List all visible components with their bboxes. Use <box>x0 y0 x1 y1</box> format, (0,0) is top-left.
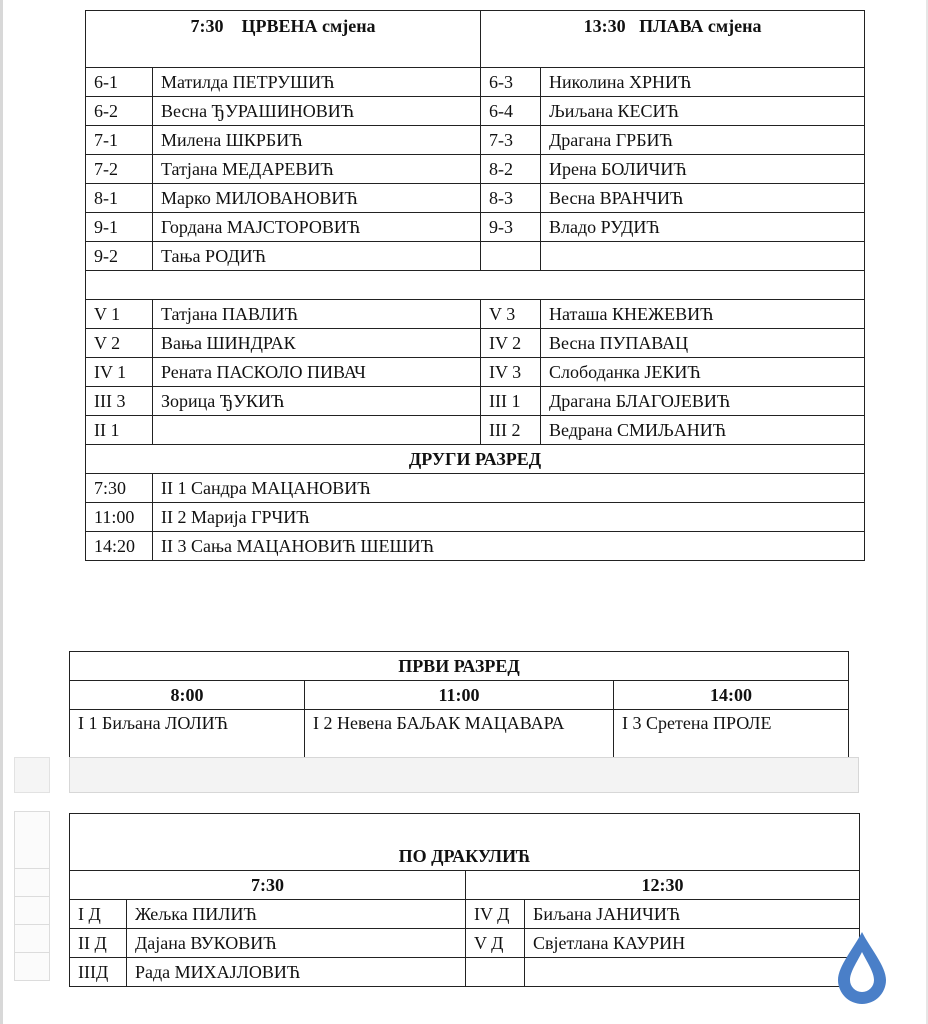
table-row <box>70 900 860 929</box>
teacher-name-cell: Вања ШИНДРАК <box>153 329 481 358</box>
table-row <box>86 300 865 329</box>
time-header: 14:00 <box>614 681 849 710</box>
class-code-cell: IV 2 <box>481 329 541 358</box>
class-teacher-cell: II 3 Сања МАЦАНОВИЋ ШЕШИЋ <box>153 532 865 561</box>
class-code-cell: 6-4 <box>481 97 541 126</box>
class-code-cell: III 3 <box>86 387 153 416</box>
class-code-cell: 7-3 <box>481 126 541 155</box>
teacher-name-cell: Ирена БОЛИЧИЋ <box>541 155 865 184</box>
first-grade-table <box>69 651 849 760</box>
table-row <box>86 97 865 126</box>
table-row <box>86 184 865 213</box>
table-row <box>86 329 865 358</box>
time-cell: 7:30 <box>86 474 153 503</box>
teacher-name-cell <box>153 416 481 445</box>
overlay-cell <box>14 757 50 793</box>
blue-shift-header: 13:30 ПЛАВА смјена <box>481 11 865 68</box>
class-teacher-cell: I 2 Невена БАЉАК МАЦАВАРА <box>305 710 614 761</box>
class-code-cell: IV 1 <box>86 358 153 387</box>
teacher-name-cell: Слободанка ЈЕКИЋ <box>541 358 865 387</box>
time-header: 8:00 <box>70 681 305 710</box>
class-code-cell: 6-2 <box>86 97 153 126</box>
table-row <box>70 958 860 987</box>
table-row <box>86 155 865 184</box>
table-row <box>86 474 865 503</box>
shift-schedule-table <box>85 10 865 561</box>
red-shift-header: 7:30 ЦРВЕНА смјена <box>86 11 481 68</box>
class-code-cell: 8-3 <box>481 184 541 213</box>
class-code-cell: V 3 <box>481 300 541 329</box>
class-code-cell: 6-3 <box>481 68 541 97</box>
spacer-row <box>86 271 865 300</box>
teacher-name-cell: Свјетлана КАУРИН <box>525 929 860 958</box>
class-code-cell: II 1 <box>86 416 153 445</box>
class-code-cell <box>481 242 541 271</box>
time-header: 7:30 <box>70 871 466 900</box>
class-code-cell: 7-1 <box>86 126 153 155</box>
page-edge-left <box>0 0 3 1024</box>
drakulic-table <box>69 813 860 987</box>
table-row <box>86 358 865 387</box>
class-code-cell: IV 3 <box>481 358 541 387</box>
teacher-name-cell: Владо РУДИЋ <box>541 213 865 242</box>
teacher-name-cell <box>525 958 860 987</box>
table-row <box>86 532 865 561</box>
time-header: 12:30 <box>466 871 860 900</box>
teacher-name-cell: Весна ВРАНЧИЋ <box>541 184 865 213</box>
class-code-cell: 8-2 <box>481 155 541 184</box>
teacher-name-cell: Гордана МАЈСТОРОВИЋ <box>153 213 481 242</box>
water-drop-icon[interactable] <box>836 930 888 1006</box>
class-code-cell: I Д <box>70 900 127 929</box>
class-code-cell: 7-2 <box>86 155 153 184</box>
table-row <box>70 929 860 958</box>
teacher-name-cell: Љиљана КЕСИЋ <box>541 97 865 126</box>
class-code-cell: III 1 <box>481 387 541 416</box>
table-row <box>86 387 865 416</box>
class-code-cell: IIIД <box>70 958 127 987</box>
teacher-name-cell: Татјана МЕДАРЕВИЋ <box>153 155 481 184</box>
time-cell: 14:20 <box>86 532 153 561</box>
first-grade-title: ПРВИ РАЗРЕД <box>70 652 849 681</box>
time-cell: 11:00 <box>86 503 153 532</box>
teacher-name-cell: Марко МИЛОВАНОВИЋ <box>153 184 481 213</box>
overlay-cell-column <box>14 811 50 981</box>
table-row <box>86 126 865 155</box>
class-code-cell: V 1 <box>86 300 153 329</box>
teacher-name-cell: Ведрана СМИЉАНИЋ <box>541 416 865 445</box>
class-teacher-cell: II 2 Марија ГРЧИЋ <box>153 503 865 532</box>
teacher-name-cell: Наташа КНЕЖЕВИЋ <box>541 300 865 329</box>
class-teacher-cell: I 1 Биљана ЛОЛИЋ <box>70 710 305 761</box>
class-code-cell <box>466 958 525 987</box>
teacher-name-cell <box>541 242 865 271</box>
teacher-name-cell: Тања РОДИЋ <box>153 242 481 271</box>
class-code-cell: 8-1 <box>86 184 153 213</box>
teacher-name-cell: Рада МИХАЈЛОВИЋ <box>127 958 466 987</box>
teacher-name-cell: Биљана ЈАНИЧИЋ <box>525 900 860 929</box>
teacher-name-cell: Дајана ВУКОВИЋ <box>127 929 466 958</box>
teacher-name-cell: Жељка ПИЛИЋ <box>127 900 466 929</box>
teacher-name-cell: Весна ЂУРАШИНОВИЋ <box>153 97 481 126</box>
class-teacher-cell: II 1 Сандра МАЦАНОВИЋ <box>153 474 865 503</box>
drakulic-title: ПО ДРАКУЛИЋ <box>70 814 860 871</box>
teacher-name-cell: Зорица ЂУКИЋ <box>153 387 481 416</box>
teacher-name-cell: Татјана ПАВЛИЋ <box>153 300 481 329</box>
overlay-bar <box>69 757 859 793</box>
teacher-name-cell: Драгана ГРБИЋ <box>541 126 865 155</box>
class-code-cell: III 2 <box>481 416 541 445</box>
second-grade-title: ДРУГИ РАЗРЕД <box>86 445 865 474</box>
class-code-cell: 9-3 <box>481 213 541 242</box>
teacher-name-cell: Николина ХРНИЋ <box>541 68 865 97</box>
class-code-cell: II Д <box>70 929 127 958</box>
teacher-name-cell: Рената ПАСКОЛО ПИВАЧ <box>153 358 481 387</box>
table-row <box>86 213 865 242</box>
teacher-name-cell: Милена ШКРБИЋ <box>153 126 481 155</box>
teacher-name-cell: Драгана БЛАГОЈЕВИЋ <box>541 387 865 416</box>
teacher-name-cell: Весна ПУПАВАЦ <box>541 329 865 358</box>
table-row <box>86 416 865 445</box>
class-code-cell: 9-2 <box>86 242 153 271</box>
class-code-cell: V Д <box>466 929 525 958</box>
teacher-name-cell: Матилда ПЕТРУШИЋ <box>153 68 481 97</box>
time-header: 11:00 <box>305 681 614 710</box>
class-code-cell: 9-1 <box>86 213 153 242</box>
class-code-cell: IV Д <box>466 900 525 929</box>
class-teacher-cell: I 3 Сретена ПРОЛЕ <box>614 710 849 761</box>
table-row <box>86 68 865 97</box>
class-code-cell: 6-1 <box>86 68 153 97</box>
class-code-cell: V 2 <box>86 329 153 358</box>
table-row <box>86 242 865 271</box>
table-row <box>86 503 865 532</box>
